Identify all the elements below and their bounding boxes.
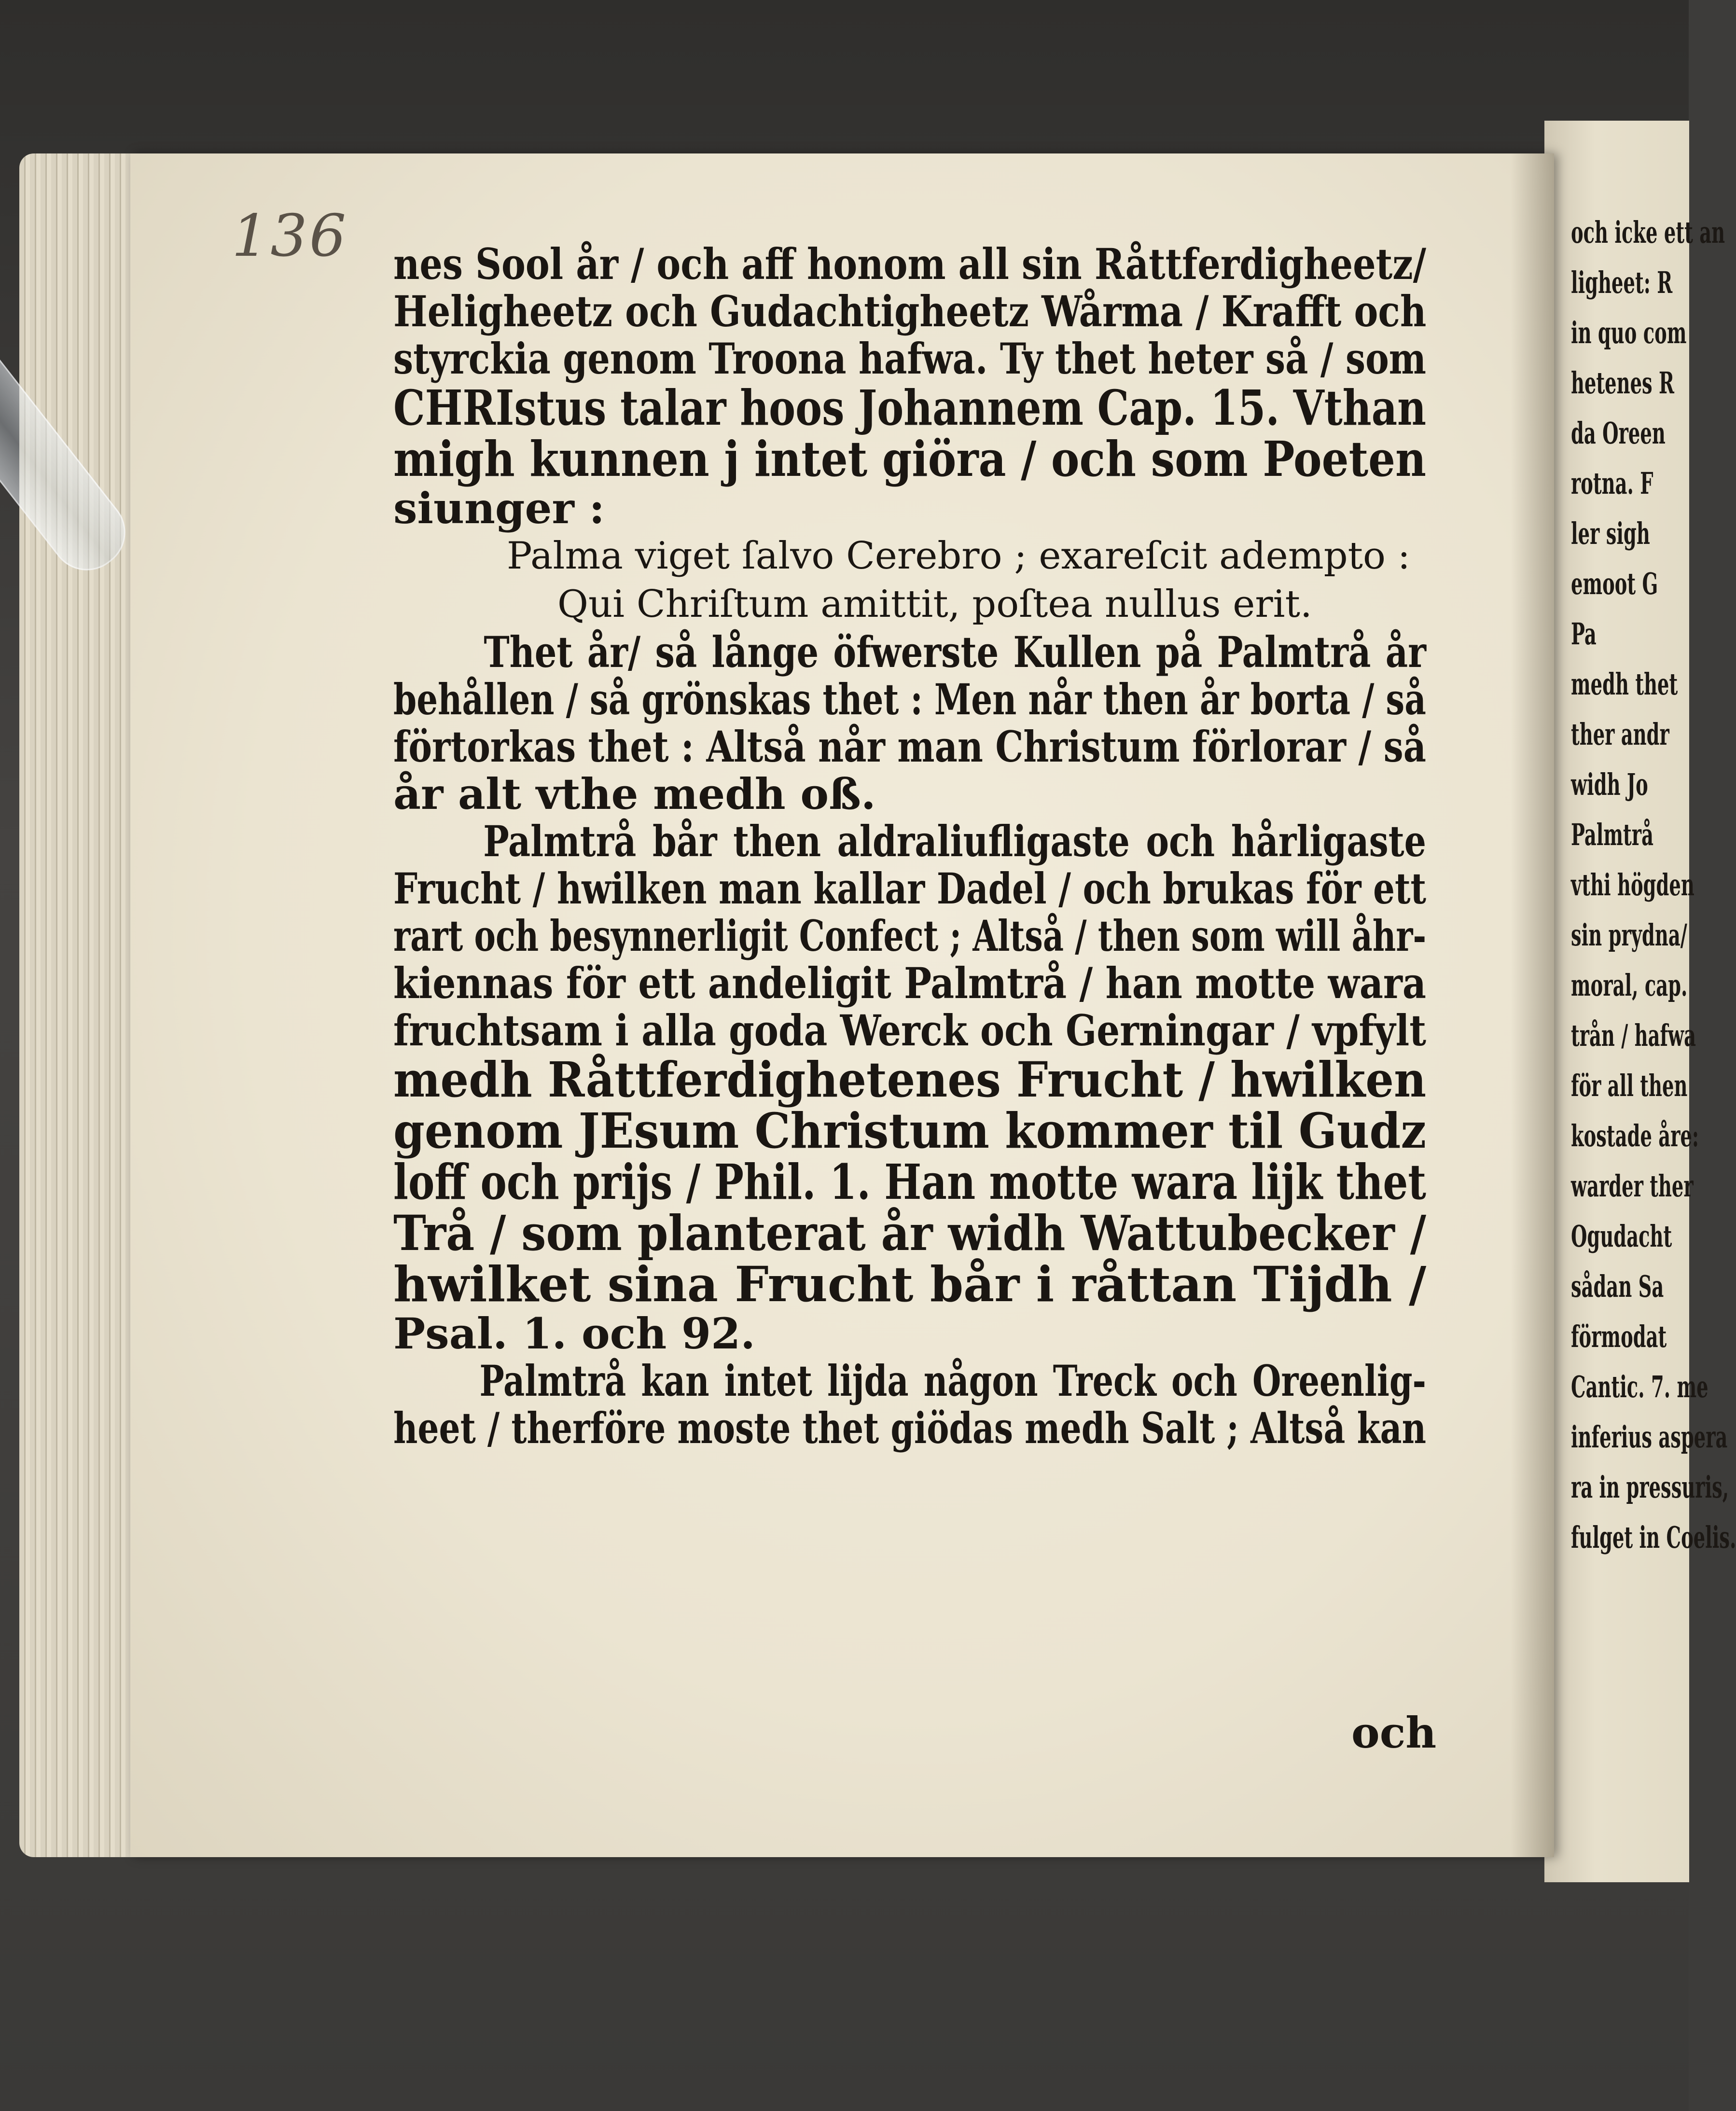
text-line: Palmtrå kan intet lijda någon Treck och Oreenlig- bbox=[479, 1356, 1426, 1406]
text-line: migh kunnen j intet giöra / och som Poeten bbox=[393, 431, 1426, 487]
page-gutter-shadow bbox=[1511, 153, 1554, 1857]
facing-line: kostade åre: bbox=[1571, 1118, 1699, 1153]
facing-line: hetenes R bbox=[1571, 365, 1674, 401]
text-line: hwilket sina Frucht bår i råttan Tijdh / bbox=[393, 1256, 1427, 1313]
facing-line: sin prydna/ bbox=[1571, 917, 1687, 953]
facing-line: widh Jo bbox=[1571, 767, 1648, 802]
facing-line: vthi högden bbox=[1571, 867, 1694, 903]
text-line: medh Råttferdighetenes Frucht / hwilken bbox=[393, 1051, 1427, 1108]
facing-line: warder ther bbox=[1571, 1168, 1694, 1204]
text-line: rart och besynnerligit Confect ; Altså / then som will åhr- bbox=[393, 911, 1427, 961]
text-line: siunger : bbox=[393, 483, 605, 533]
facing-line: förmodat bbox=[1571, 1319, 1667, 1354]
text-line: Frucht / hwilken man kallar Dadel / och brukas för ett bbox=[393, 863, 1427, 914]
text-line: Trå / som planterat år widh Wattubecker / bbox=[393, 1205, 1426, 1262]
latin-verse-line: Palma viget ſalvo Cerebro ; exareſcit adempto : bbox=[507, 534, 1410, 578]
facing-line: Ogudacht bbox=[1571, 1219, 1672, 1254]
facing-line: Palmtrå bbox=[1571, 817, 1653, 852]
text-line: Heligheetz och Gudachtigheetz Wårma / Krafft och bbox=[393, 286, 1427, 336]
text-line: år alt vthe medh oß. bbox=[393, 769, 876, 819]
facing-line: trån / hafwa bbox=[1571, 1018, 1696, 1053]
text-line: CHRIstus talar hoos Johannem Cap. 15. Vthan bbox=[393, 379, 1426, 436]
facing-line: ther andr bbox=[1571, 717, 1669, 752]
text-line: kiennas för ett andeligit Palmtrå / han motte wara bbox=[393, 958, 1426, 1008]
facing-line: sådan Sa bbox=[1571, 1269, 1664, 1304]
facing-page-text bbox=[1571, 208, 1736, 1800]
text-line: nes Sool år / och aff honom all sin Råttferdigheetz/ bbox=[393, 239, 1426, 289]
facing-line: da Oreen bbox=[1571, 416, 1666, 451]
facing-line: Cantic. 7. me bbox=[1571, 1369, 1708, 1404]
text-line: genom JEsum Christum kommer til Gudz bbox=[393, 1102, 1427, 1159]
facing-line: medh thet bbox=[1571, 667, 1678, 702]
facing-line: ler sigh bbox=[1571, 516, 1650, 551]
text-line: förtorkas thet : Altså når man Christum förlorar / så bbox=[393, 722, 1426, 772]
text-line: Psal. 1. och 92. bbox=[393, 1308, 755, 1359]
text-line: loff och prijs / Phil. 1. Han motte wara lijk thet bbox=[393, 1153, 1426, 1210]
facing-line: och icke ett an bbox=[1571, 215, 1725, 250]
text-line: Thet år/ så långe öfwerste Kullen på Palmtrå år bbox=[484, 627, 1426, 677]
facing-line: in quo com bbox=[1571, 315, 1687, 350]
facing-line: rotna. F bbox=[1571, 466, 1653, 501]
facing-line: Pa bbox=[1571, 616, 1597, 652]
latin-verse-line: Qui Chriſtum amittit, poſtea nullus erit. bbox=[557, 583, 1312, 626]
facing-line: ra in pressuris, bbox=[1571, 1470, 1729, 1505]
text-line: styrckia genom Troona hafwa. Ty thet heter så / som bbox=[393, 333, 1427, 384]
body-text bbox=[393, 240, 1426, 1452]
catchword: och bbox=[1351, 1708, 1437, 1758]
facing-line: fulget in Coelis. bbox=[1571, 1520, 1736, 1555]
facing-line: ligheet: R bbox=[1571, 265, 1673, 300]
page-number: 136 bbox=[232, 203, 348, 270]
facing-line: för all then bbox=[1571, 1068, 1688, 1103]
facing-line: inferius aspera bbox=[1571, 1419, 1728, 1455]
facing-line: moral, cap. bbox=[1571, 968, 1688, 1003]
text-line: heet / therföre moste thet giödas medh Salt ; Altså kan bbox=[393, 1403, 1426, 1453]
text-line: Palmtrå bår then aldraliufligaste och hårligaste bbox=[483, 816, 1426, 866]
text-line: fruchtsam i alla goda Werck och Gerningar / vpfylt bbox=[393, 1005, 1426, 1056]
facing-line: emoot G bbox=[1571, 566, 1658, 601]
text-line: behållen / så grönskas thet : Men når then år borta / så bbox=[393, 674, 1426, 724]
